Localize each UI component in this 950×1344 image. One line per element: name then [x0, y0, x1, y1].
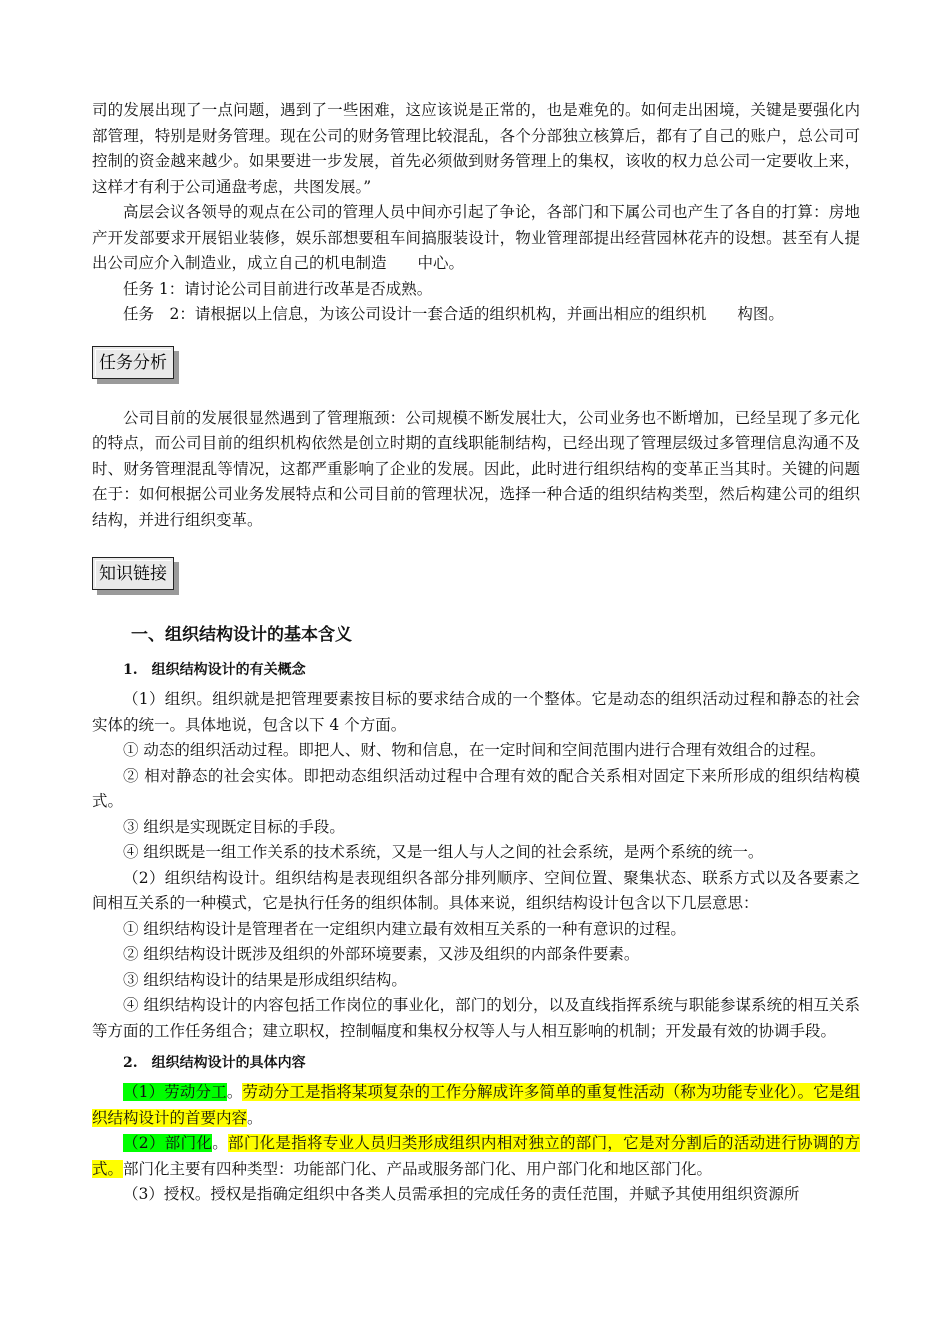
document-page: [92, 98, 860, 1208]
concept-paragraph: （2）组织结构设计。组织结构是表现组织各部分排列顺序、空间位置、聚集状态、联系方式以及各要素之间相互关系的一种模式，它是执行任务的组织体制。具体来说，组织结构设计包含以下几层意思：: [92, 868, 860, 912]
concept-paragraph: ① 动态的组织活动过程。即把人、财、物和信息，在一定时间和空间范围内进行合理有效组合的过程。: [123, 741, 826, 759]
content-item-departmentalization: （2）部门化。部门化是指将专业人员归类形成组织内相对独立的部门，它是对分割后的活动进行协调的方式。部门化主要有四种类型：功能部门化、产品或服务部门化、用户部门化和地区部门化。: [92, 1134, 860, 1178]
concept-paragraph: ③ 组织结构设计的结果是形成组织结构。: [123, 970, 407, 989]
task-analysis-label: 任务分析: [92, 346, 174, 379]
highlight-green: （1）劳动分工: [123, 1083, 227, 1101]
knowledge-link-label: 知识链接: [92, 557, 174, 590]
content-item-authorization: （3）授权。授权是指确定组织中各类人员需承担的完成任务的责任范围，并赋予其使用组织资源所: [123, 1185, 800, 1203]
subsection-heading-1: 1. 组织结构设计的有关概念: [123, 662, 306, 678]
task-1: 任务 1：请讨论公司目前进行改革是否成熟。: [123, 279, 433, 298]
intro-paragraph-1: 司的发展出现了一点问题，遇到了一些困难，这应该说是正常的，也是难免的。如何走出困境，关键是要强化内部管理，特别是财务管理。现在公司的财务管理比较混乱，各个分部独立核算后，都有了自己的账户，总公司可控制的资金越来越少。如果要进一步发展，首先必须做到财务管理上的集权，该收的权力总公司一定要收上来，这样才有利于公司通盘考虑，共图发展。”: [92, 101, 860, 196]
content-item-division-of-labor: （1）劳动分工。劳动分工是指将某项复杂的工作分解成许多简单的重复性活动（称为功能专业化）。它是组织结构设计的首要内容。: [92, 1083, 860, 1127]
intro-paragraph-2: 高层会议各领导的观点在公司的管理人员中间亦引起了争论，各部门和下属公司也产生了各自的打算：房地产开发部要求开展铝业装修，娱乐部想要租车间搞服装设计，物业管理部提出经营园林花卉的设想。甚至有人提出公司应介入制造业，成立自己的机电制造 中心。: [92, 203, 860, 272]
concept-paragraph: （1）组织。组织就是把管理要素按目标的要求结合成的一个整体。它是动态的组织活动过程和静态的社会实体的统一。具体地说，包含以下 4 个方面。: [92, 690, 860, 734]
task-analysis-text: 公司目前的发展很显然遇到了管理瓶颈：公司规模不断发展壮大，公司业务也不断增加，已经呈现了多元化的特点，而公司目前的组织机构依然是创立时期的直线职能制结构，已经出现了管理层级过多管理信息沟通不及时、财务管理混乱等情况，这都严重影响了企业的发展。因此，此时进行组织结构的变革正当其时。关键的问题在于：如何根据公司业务发展特点和公司目前的管理状况，选择一种合适的组织结构类型，然后构建公司的组织结构，并进行组织变革。: [92, 408, 860, 529]
section-heading-1: 一、组织结构设计的基本含义: [131, 625, 352, 645]
highlight-yellow: 部门化是指将专业人员归类形成组织内相对独立的部门，它是对分割后的活动进行协调的方式。: [92, 1134, 860, 1178]
concept-paragraph: ③ 组织是实现既定目标的手段。: [123, 817, 345, 836]
concept-paragraph: ② 相对静态的社会实体。即把动态组织活动过程中合理有效的配合关系相对固定下来所形成的组织结构模式。: [92, 766, 860, 810]
highlight-green: （2）部门化: [123, 1134, 213, 1152]
highlight-yellow: 劳动分工是指将某项复杂的工作分解成许多简单的重复性活动（称为功能专业化）。它是组织结构设计的首要内容: [92, 1083, 860, 1127]
task-analysis-header: [92, 346, 860, 390]
concept-paragraph: ② 组织结构设计既涉及组织的外部环境要素，又涉及组织的内部条件要素。: [123, 945, 640, 963]
concept-paragraph: ④ 组织结构设计的内容包括工作岗位的事业化，部门的划分，以及直线指挥系统与职能参谋系统的相互关系等方面的工作任务组合；建立职权，控制幅度和集权分权等人与人相互影响的机制；开发最有效的协调手段。: [92, 996, 860, 1040]
concept-paragraph: ① 组织结构设计是管理者在一定组织内建立最有效相互关系的一种有意识的过程。: [123, 919, 686, 938]
knowledge-link-header: [92, 557, 860, 601]
subsection-heading-2: 2. 组织结构设计的具体内容: [123, 1055, 306, 1071]
task-2: 任务 2：请根据以上信息，为该公司设计一套合适的组织机构，并画出相应的组织机 构图。: [123, 305, 784, 323]
concept-paragraph: ④ 组织既是一组工作关系的技术系统，又是一组人与人之间的社会系统，是两个系统的统一。: [123, 843, 764, 861]
